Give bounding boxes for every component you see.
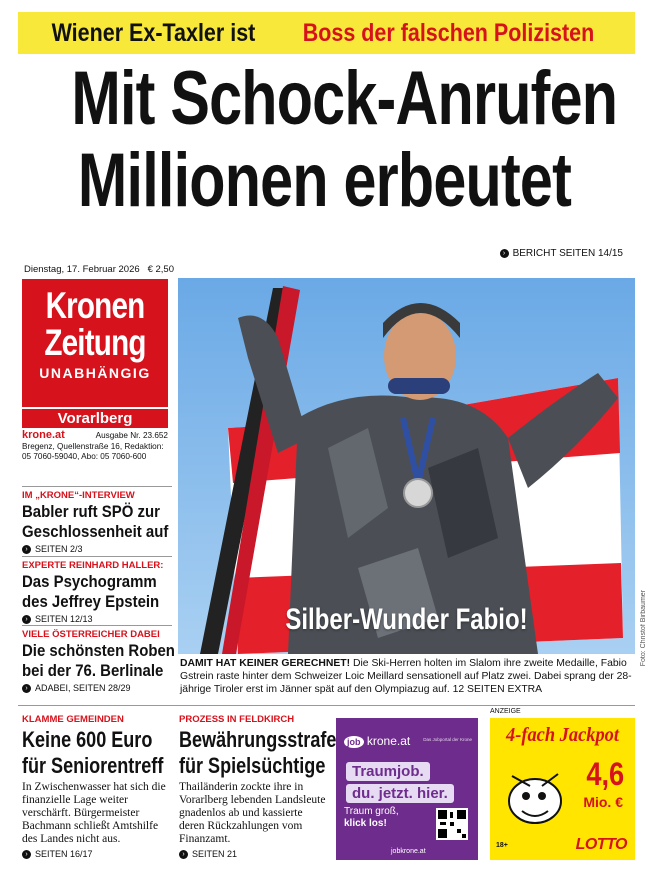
story-headline: Babler ruft SPÖ zur (22, 502, 160, 521)
masthead-tagline: UNABHÄNGIG (39, 365, 151, 381)
story-body: Thailänderin zockte ihre in Vorarlberg lebenden Landsleute gnadenlos ab und kassierte deren Rückzahlungen vom Finanzamt. (179, 781, 326, 845)
story-headline: Keine 600 Euro (22, 727, 153, 752)
lotto-ad[interactable] (490, 718, 635, 860)
imprint (22, 430, 168, 463)
arrow-bullet-icon: › (500, 249, 509, 258)
qr-code-icon (436, 808, 468, 840)
left-story-3[interactable] (22, 629, 175, 693)
masthead-logo[interactable] (22, 279, 168, 407)
headline-line-2: Millionen erbeutet (77, 138, 572, 223)
issue-price: € 2,50 (147, 264, 174, 275)
main-story-lead: DAMIT HAT KEINER GERECHNET! (180, 658, 351, 669)
story-kicker: PROZESS IN FELDKIRCH (179, 714, 295, 725)
headline-line-1: Mit Schock-Anrufen (71, 56, 618, 141)
ad-bubble-1: Traumjob. (346, 762, 430, 781)
website-link[interactable]: krone.at (22, 429, 65, 441)
jobkrone-ad[interactable] (336, 718, 478, 860)
story-body: In Zwischenwasser hat sich die finanzielle Lage weiter verschärft. Bürgermeister Bachmann schließt Amtshilfe des Landes nicht aus. (22, 781, 166, 845)
story-headline: bei der 76. Berlinale (22, 661, 164, 680)
jackpot-amount: 4,6 (585, 756, 624, 792)
story-page-ref: SEITEN 2/3 (35, 544, 83, 554)
jobkrone-logo: job krone.at (344, 734, 410, 748)
bottom-story-1[interactable] (22, 714, 172, 859)
bericht-label: BERICHT SEITEN 14/15 (512, 248, 623, 259)
divider (18, 705, 635, 706)
story-kicker: VIELE ÖSTERREICHER DABEI (22, 629, 160, 640)
lotto-mascot-icon (500, 756, 570, 836)
story-kicker: IM „KRONE“-INTERVIEW (22, 490, 135, 501)
ad-callout: Traum groß, klick los! (344, 806, 399, 829)
imprint-address: Bregenz, Quellenstraße 16, Redaktion: (22, 441, 164, 451)
left-story-2[interactable] (22, 560, 172, 624)
divider (22, 625, 172, 626)
jackpot-unit: Mio. € (583, 794, 623, 810)
story-page-ref: SEITEN 16/17 (35, 849, 93, 859)
story-page-ref: ADABEI, SEITEN 28/29 (35, 683, 131, 693)
imprint-phones: 05 7060-59040, Abo: 05 7060-600 (22, 452, 147, 461)
story-headline: Das Psychogramm (22, 572, 157, 591)
divider (22, 486, 172, 487)
teaser-text-red: Boss der falschen Polizisten (303, 18, 595, 47)
jackpot-title: 4-fach Jackpot (506, 724, 619, 746)
main-story-body: Die Ski-Herren holten im Slalom ihre zweite Medaille, Fabio Gstrein raste hinter dem Schweizer Loic Meillard sensationell auf Platz zwei. Dabei sprang der 28-jährige Tiroler erst im Jänner spät auf den Olympiazug auf. 12 SEITEN EXTRA (180, 658, 632, 695)
photo-credit: Foto: Christof Birbaumer (640, 590, 647, 667)
age-rating: 18+ (496, 842, 508, 849)
ad-url: jobkrone.at (391, 848, 426, 855)
story-headline: Geschlossenheit auf (22, 522, 169, 541)
region-label: Vorarlberg (22, 407, 168, 428)
masthead-word-1: Kronen (45, 285, 145, 326)
story-headline: Bewährungsstrafe (179, 727, 337, 752)
story-page-ref: SEITEN 21 (192, 849, 238, 859)
arrow-bullet-icon: › (22, 545, 31, 554)
divider (22, 556, 172, 557)
story-kicker: KLAMME GEMEINDEN (22, 714, 124, 725)
teaser-banner[interactable] (18, 12, 635, 54)
story-kicker: EXPERTE REINHARD HALLER: (22, 560, 164, 571)
arrow-bullet-icon: › (22, 850, 31, 859)
bericht-reference[interactable] (500, 248, 623, 259)
photo-caption: Silber-Wunder Fabio! (285, 603, 528, 636)
lotto-logo: LOTTO (575, 836, 627, 853)
skier-photo-illustration (178, 278, 635, 654)
arrow-bullet-icon: › (22, 684, 31, 693)
main-story-text[interactable] (180, 657, 635, 696)
ad-label: ANZEIGE (490, 708, 521, 715)
arrow-bullet-icon: › (22, 615, 31, 624)
ad-bubble-2: du. jetzt. hier. (346, 784, 454, 803)
story-headline: des Jeffrey Epstein (22, 592, 160, 611)
ad-tagline: Das Jobportal der Krone (423, 737, 472, 742)
issue-number: Ausgabe Nr. 23.652 (95, 431, 168, 440)
left-story-1[interactable] (22, 490, 172, 554)
main-headline[interactable] (0, 58, 649, 222)
dateline (24, 264, 174, 275)
bottom-story-2[interactable] (179, 714, 337, 859)
arrow-bullet-icon: › (179, 850, 188, 859)
issue-date: Dienstag, 17. Februar 2026 (24, 264, 140, 275)
masthead-word-2: Zeitung (44, 322, 146, 363)
story-headline: für Seniorentreff (22, 753, 164, 778)
story-page-ref: SEITEN 12/13 (35, 614, 93, 624)
story-headline: für Spielsüchtige (179, 753, 326, 778)
lead-photo[interactable] (178, 278, 635, 654)
teaser-text-black: Wiener Ex-Taxler ist (51, 18, 255, 47)
story-headline: Die schönsten Roben (22, 641, 175, 660)
